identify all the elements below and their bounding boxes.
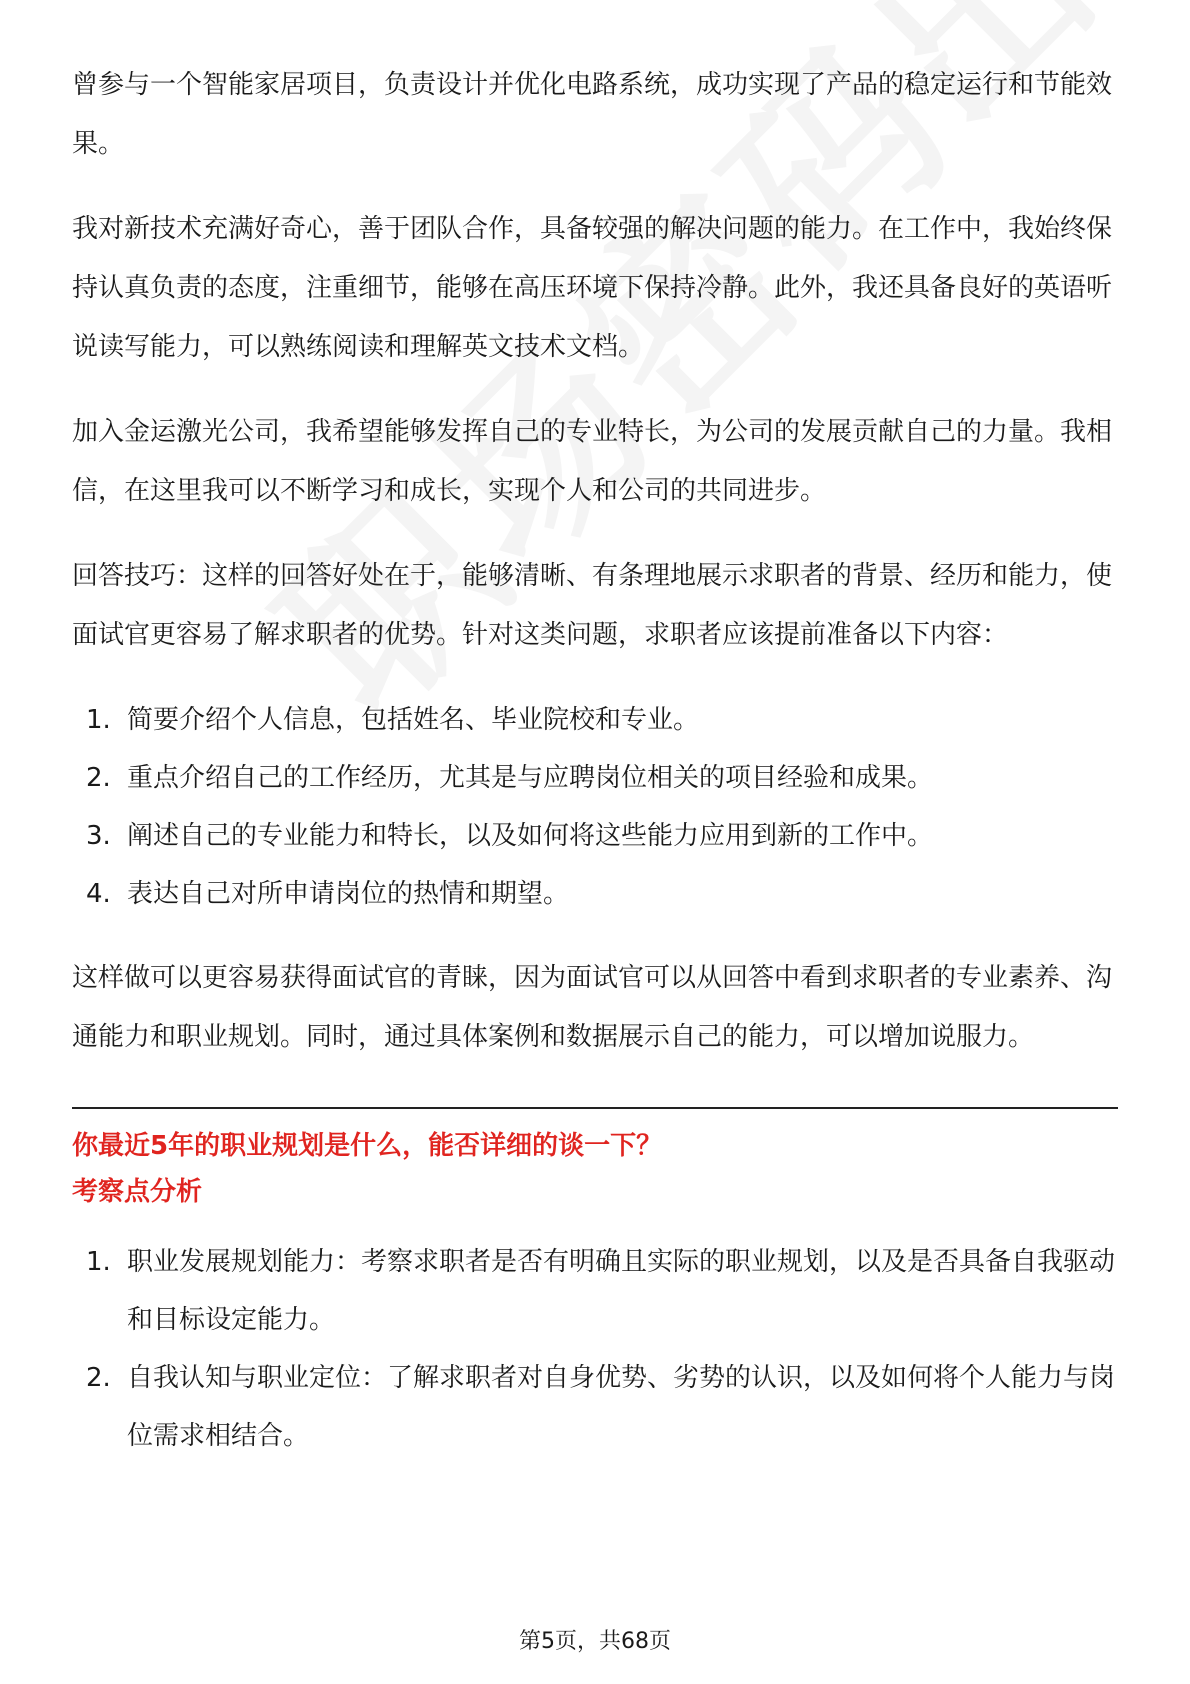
list-text: 表达自己对所申请岗位的热情和期望。 [127, 879, 570, 909]
analysis-list [72, 1233, 1118, 1465]
list-number: 2. [86, 763, 111, 793]
question-heading: 你最近5年的职业规划是什么，能否详细的谈一下？ [72, 1131, 663, 1161]
paragraph-answer-tips: 回答技巧：这样的回答好处在于，能够清晰、有条理地展示求职者的背景、经历和能力，使面试官更容易了解求职者的优势。针对这类问题，求职者应该提前准备以下内容： [72, 561, 1113, 650]
list-text: 自我认知与职业定位：了解求职者对自身优势、劣势的认识，以及如何将个人能力与岗位需求相结合。 [127, 1363, 1116, 1451]
section-divider [72, 1107, 1118, 1109]
list-item [72, 807, 1118, 865]
list-item [72, 1349, 1118, 1465]
list-item [72, 749, 1118, 807]
paragraph-project: 曾参与一个智能家居项目，负责设计并优化电路系统，成功实现了产品的稳定运行和节能效果。 [72, 70, 1113, 159]
list-text: 阐述自己的专业能力和特长，以及如何将这些能力应用到新的工作中。 [127, 821, 934, 851]
page-content [72, 56, 1118, 1465]
list-number: 1. [86, 1247, 111, 1277]
list-text: 职业发展规划能力：考察求职者是否有明确且实际的职业规划，以及是否具备自我驱动和目标设定能力。 [127, 1247, 1116, 1335]
list-item [72, 865, 1118, 923]
list-text: 简要介绍个人信息，包括姓名、毕业院校和专业。 [127, 705, 700, 735]
list-text: 重点介绍自己的工作经历，尤其是与应聘岗位相关的项目经验和成果。 [127, 763, 934, 793]
list-number: 3. [86, 821, 111, 851]
list-item [72, 1233, 1118, 1349]
list-number: 2. [86, 1363, 111, 1393]
analysis-heading: 考察点分析 [72, 1177, 203, 1207]
list-number: 1. [86, 705, 111, 735]
page-footer: 第5页，共68页 [519, 1629, 671, 1654]
tips-list [72, 691, 1118, 923]
list-item [72, 691, 1118, 749]
paragraph-strengths: 我对新技术充满好奇心，善于团队合作，具备较强的解决问题的能力。在工作中，我始终保持认真负责的态度，注重细节，能够在高压环境下保持冷静。此外，我还具备良好的英语听说读写能力，可以熟练阅读和理解英文技术文档。 [72, 214, 1113, 362]
paragraph-conclusion: 这样做可以更容易获得面试官的青睐，因为面试官可以从回答中看到求职者的专业素养、沟通能力和职业规划。同时，通过具体案例和数据展示自己的能力，可以增加说服力。 [72, 963, 1113, 1052]
list-number: 4. [86, 879, 111, 909]
paragraph-motivation: 加入金运激光公司，我希望能够发挥自己的专业特长，为公司的发展贡献自己的力量。我相信，在这里我可以不断学习和成长，实现个人和公司的共同进步。 [72, 417, 1113, 506]
